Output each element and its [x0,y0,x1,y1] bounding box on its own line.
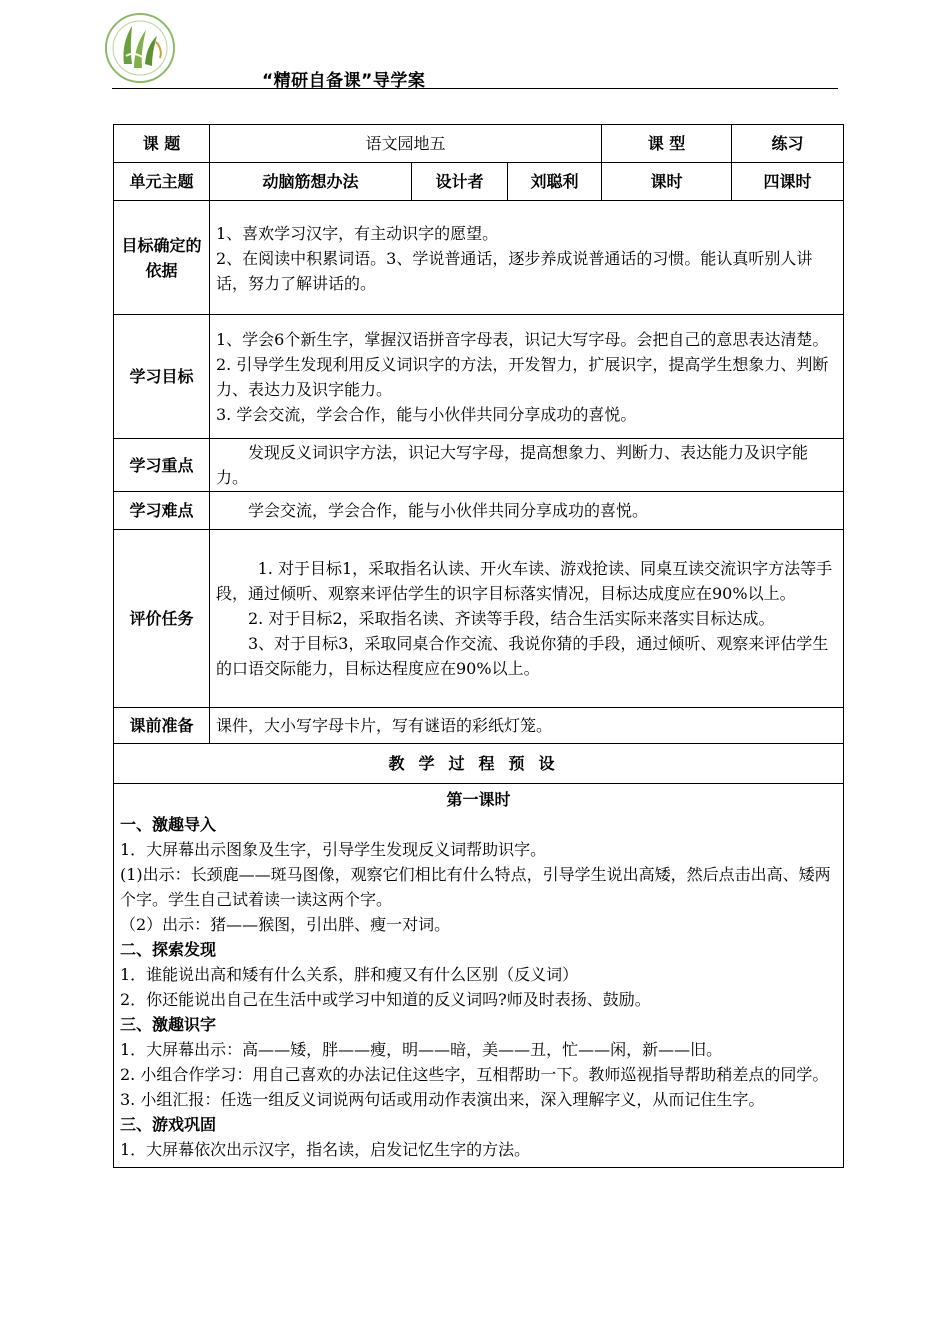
process-line: (1)出示：长颈鹿——斑马图像，观察它们相比有什么特点，引导学生说出高矮，然后点击出高、矮两个字。学生自己试着读一读这两个字。 [120,865,831,909]
evaluation-label: 评价任务 [114,530,210,708]
process-line: 1．大屏幕出示图象及生字，引导学生发现反义词帮助识字。 [120,840,547,859]
keypoints-content [210,439,844,492]
section-heading: 一、激趣导入 [120,815,217,834]
process-line: 3. 小组汇报：任选一组反义词说两句话或用动作表演出来，深入理解字义，从而记住生字。 [120,1090,765,1109]
goals-label: 学习目标 [114,315,210,439]
prep-text: 课件，大小写字母卡片，写有谜语的彩纸灯笼。 [216,716,553,735]
school-logo-icon [104,12,176,84]
process-line: 1．大屏幕出示：高——矮，胖——瘦，明——暗，美——丑，忙——闲，新——旧。 [120,1040,723,1059]
header-divider [112,88,838,89]
basis-content [210,201,844,315]
process-line: 2. 小组合作学习：用自己喜欢的办法记住这些字，互相帮助一下。教师巡视指导帮助稍差点的同学。 [120,1065,829,1084]
difficulty-label: 学习难点 [114,492,210,530]
process-line: 2．你还能说出自己在生活中或学习中知道的反义词吗?师及时表扬、鼓励。 [120,990,651,1009]
period-label: 课时 [602,163,732,201]
goal-line: 1、学会6个新生字，掌握汉语拼音字母表，识记大写字母。会把自己的意思表达清楚。 [216,329,829,349]
keypoints-text: 发现反义词识字方法，识记大写字母，提高想象力、判断力、表达能力及识字能力。 [216,443,809,487]
lesson-plan-table [113,124,844,1168]
evaluation-line: 2. 对于目标2，采取指名读、齐读等手段，结合生活实际来落实目标达成。 [248,609,775,628]
prep-content [210,708,844,744]
unit-value: 动脑筋想办法 [210,163,412,201]
topic-value: 语文园地五 [210,125,602,163]
basis-line: 1、喜欢学习汉字，有主动识字的愿望。 [216,224,499,243]
process-line: 1．大屏幕依次出示汉字，指名读，启发记忆生字的方法。 [120,1140,531,1159]
prep-label: 课前准备 [114,708,210,744]
type-value: 练习 [732,125,844,163]
lesson-title: 第一课时 [446,790,511,809]
section-heading: 三、游戏巩固 [120,1115,217,1134]
goal-line: 3. 学会交流，学会合作，能与小伙伴共同分享成功的喜悦。 [216,404,637,424]
section-heading: 三、激趣识字 [120,1015,217,1034]
evaluation-content [210,530,844,708]
basis-line: 2、在阅读中积累词语。3、学说普通话，逐步养成说普通话的习惯。能认真听别人讲话，努力了解讲话的。 [216,249,813,293]
designer-label: 设计者 [412,163,508,201]
designer-value: 刘聪利 [508,163,602,201]
process-content [114,784,844,1168]
unit-label: 单元主题 [114,163,210,201]
difficulty-text: 学会交流，学会合作，能与小伙伴共同分享成功的喜悦。 [248,501,649,520]
process-title: 教学过程预设 [114,744,844,784]
topic-label: 课 题 [114,125,210,163]
keypoints-label: 学习重点 [114,439,210,492]
difficulty-content [210,492,844,530]
type-label: 课 型 [602,125,732,163]
basis-label: 目标确定的依据 [114,201,210,315]
evaluation-line: 1. 对于目标1，采取指名认读、开火车读、游戏抢读、同桌互读交流识字方法等手段，通过倾听、观察来评估学生的识字目标落实情况，目标达成度应在90%以上。 [216,559,833,603]
process-line: 1．谁能说出高和矮有什么关系，胖和瘦又有什么区别（反义词） [120,965,579,984]
document-title: “精研自备课”导学案 [262,71,426,91]
section-heading: 二、探索发现 [120,940,217,959]
period-value: 四课时 [732,163,844,201]
goals-content [210,315,844,439]
goal-line: 2. 引导学生发现利用反义词识字的方法，开发智力，扩展识字，提高学生想象力、判断力、表达力及识字能力。 [216,354,829,399]
evaluation-line: 3、对于目标3，采取同桌合作交流、我说你猜的手段，通过倾听、观察来评估学生的口语交际能力，目标达程度应在90%以上。 [216,634,829,678]
process-line: （2）出示：猪——猴图，引出胖、瘦一对词。 [120,915,451,934]
